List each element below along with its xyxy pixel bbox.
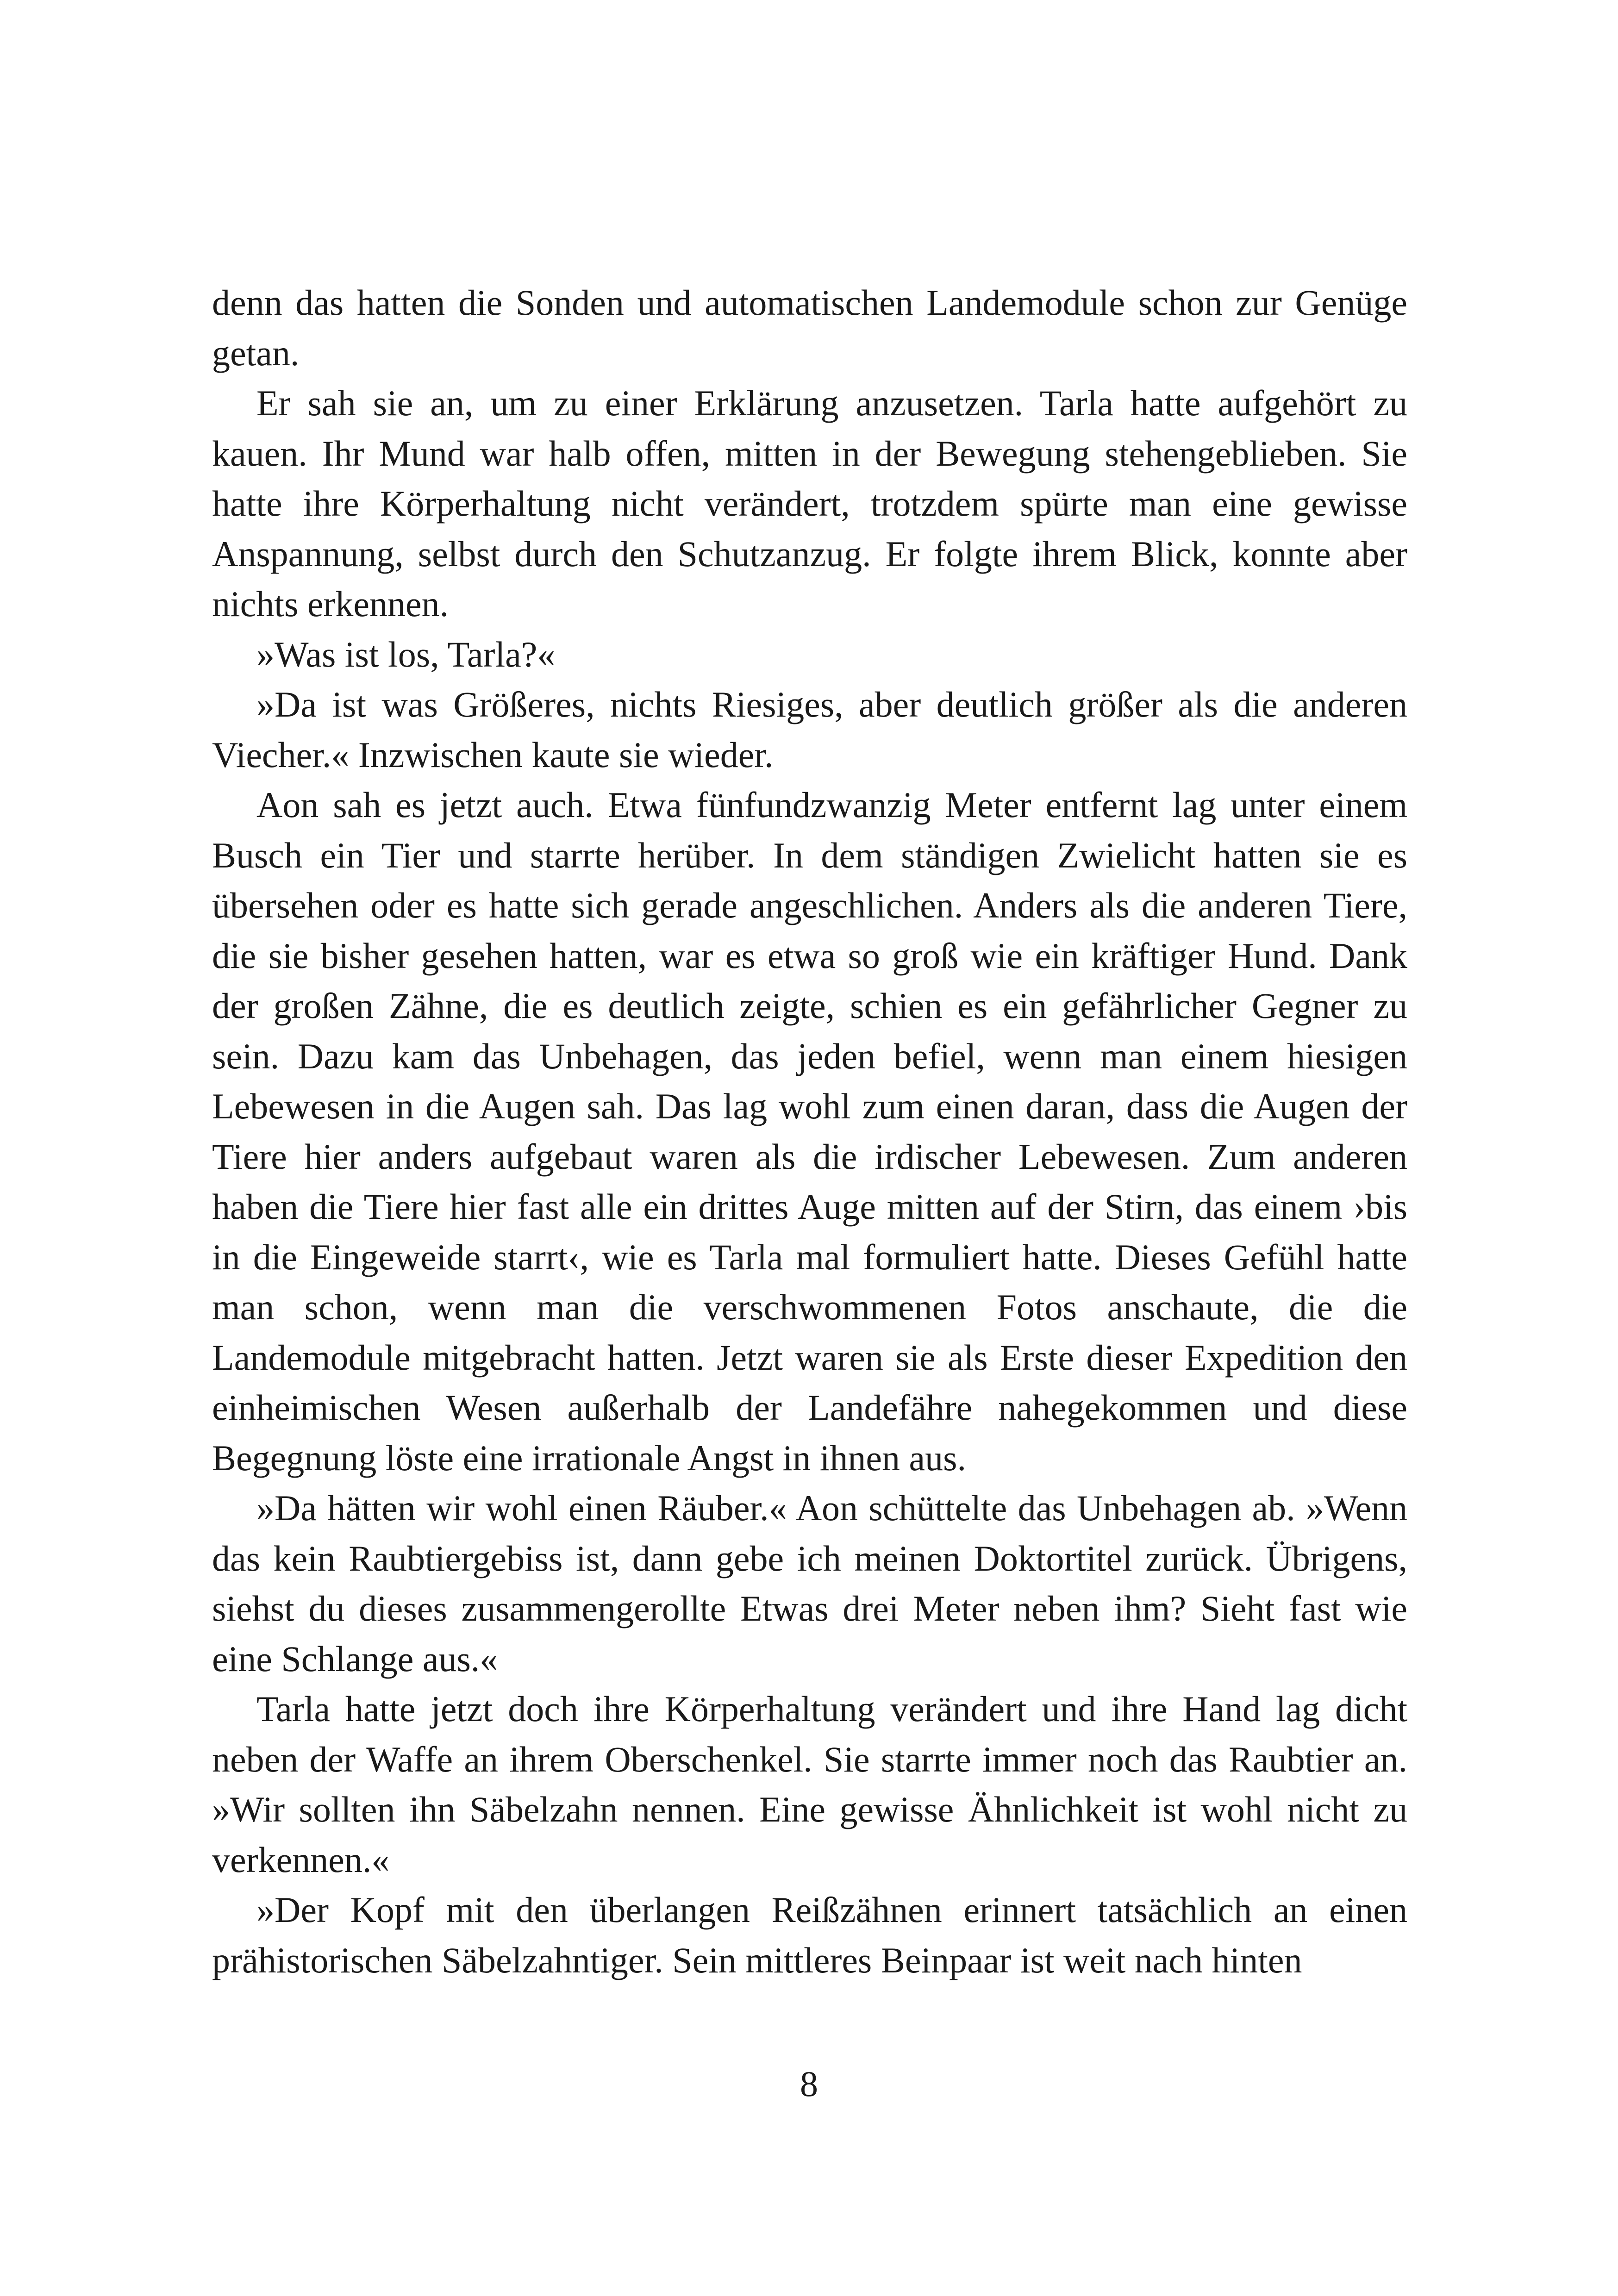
paragraph: »Da hätten wir wohl einen Räuber.« Aon schüttelte das Unbehagen ab. »Wenn das kein Raubtiergebiss ist, dann gebe ich meinen Doktortitel zurück. Übrigens, siehst du dieses zusammengerollte Etwas drei Meter neben ihm? Sieht fast wie eine Schlange aus.«	[212, 1488, 1407, 1679]
paragraph: »Da ist was Größeres, nichts Riesiges, aber deutlich größer als die anderen Viecher.« Inzwischen kaute sie wieder.	[212, 684, 1407, 775]
body-text	[212, 278, 1407, 1985]
paragraph: »Der Kopf mit den überlangen Reißzähnen erinnert tatsächlich an einen prähistorischen Säbelzahntiger. Sein mittleres Beinpaar ist weit nach hinten	[212, 1890, 1407, 1980]
paragraph: Er sah sie an, um zu einer Erklärung anzusetzen. Tarla hatte aufgehört zu kauen. Ihr Mund war halb offen, mitten in der Bewegung stehengeblieben. Sie hatte ihre Körperhaltung nicht verändert, trotzdem spürte man eine gewisse Anspannung, selbst durch den Schutzanzug. Er folgte ihrem Blick, konnte aber nichts erkennen.	[212, 383, 1407, 624]
paragraph: Tarla hatte jetzt doch ihre Körperhaltung verändert und ihre Hand lag dicht neben der Waffe an ihrem Oberschenkel. Sie starrte immer noch das Raubtier an. »Wir sollten ihn Säbelzahn nennen. Eine gewisse Ähnlichkeit ist wohl nicht zu verkennen.«	[212, 1689, 1407, 1880]
paragraph: Aon sah es jetzt auch. Etwa fünfundzwanzig Meter entfernt lag unter einem Busch ein Tier und starrte herüber. In dem ständigen Zwielicht hatten sie es übersehen oder es hatte sich gerade angeschlichen. Anders als die anderen Tiere, die sie bisher gesehen hatten, war es etwa so groß wie ein kräftiger Hund. Dank der großen Zähne, die es deutlich zeigte, schien es ein gefährlicher Gegner zu sein. Dazu kam das Unbehagen, das jeden befiel, wenn man einem hiesigen Lebewesen in die Augen sah. Das lag wohl zum einen daran, dass die Augen der Tiere hier anders aufgebaut waren als die irdischer Lebewesen. Zum anderen haben die Tiere hier fast alle ein drittes Auge mitten auf der Stirn, das einem ›bis in die Eingeweide starrt‹, wie es Tarla mal formuliert hatte. Dieses Gefühl hatte man schon, wenn man die verschwommenen Fotos anschaute, die die Landemodule mitgebracht hatten. Jetzt waren sie als Erste dieser Expedition den einheimischen Wesen außerhalb der Landefähre nahegekommen und diese Begegnung löste eine irrationale Angst in ihnen aus.	[212, 785, 1407, 1478]
paragraph: »Was ist los, Tarla?«	[256, 634, 556, 674]
paragraph-continuation: denn das hatten die Sonden und automatischen Landemodule schon zur Genüge getan.	[212, 282, 1407, 373]
page-number: 8	[800, 2064, 818, 2104]
